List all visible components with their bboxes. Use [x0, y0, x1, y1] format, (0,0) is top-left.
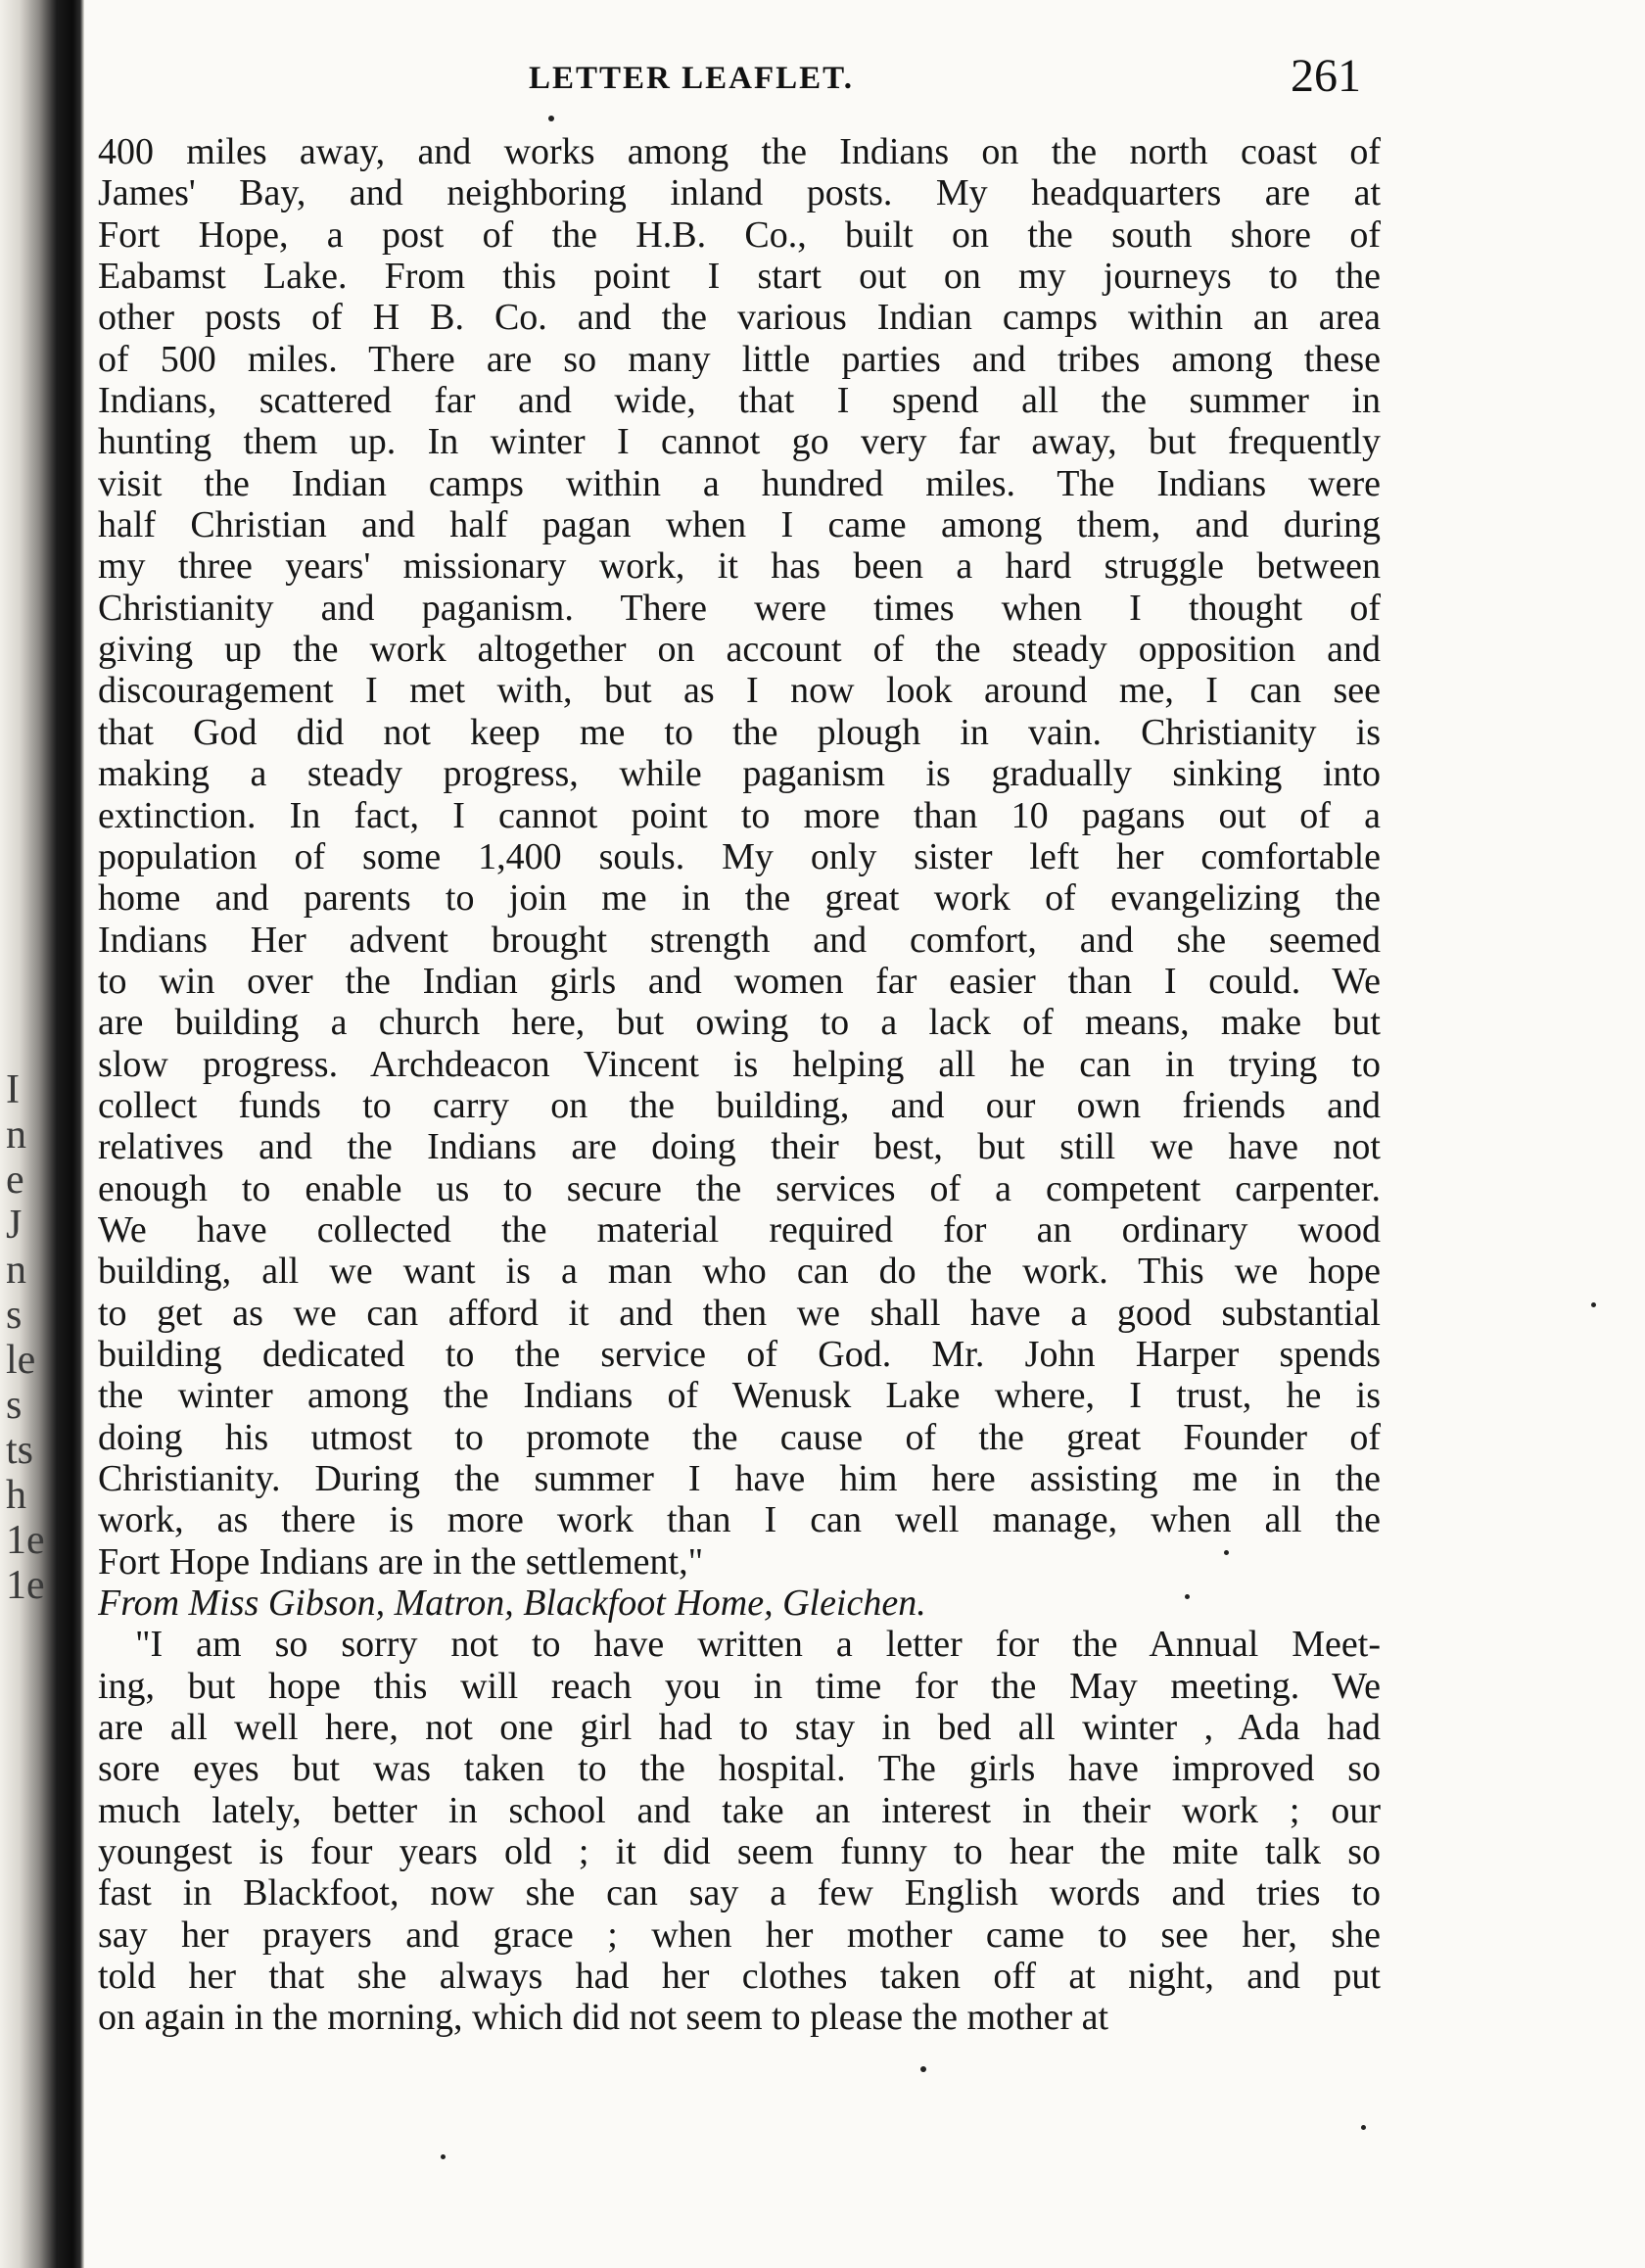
text-line: half Christian and half pagan when I came among them, and during: [98, 504, 1381, 546]
text-line: Christianity. During the summer I have him here assisting me in the: [98, 1458, 1381, 1499]
gutter-fragment: h: [6, 1473, 26, 1518]
text-line: are all well here, not one girl had to stay in bed all winter , Ada had: [98, 1707, 1381, 1749]
text-line: much lately, better in school and take an interest in their work ; our: [98, 1789, 1381, 1831]
text-line: on again in the morning, which did not seem to please the mother at: [98, 1997, 1109, 2039]
text-line: home and parents to join me in the great work of evangelizing the: [98, 877, 1381, 920]
text-line: youngest is four years old ; it did seem funny to hear the mite talk so: [98, 1831, 1381, 1873]
gutter-fragment: I: [6, 1067, 20, 1112]
text-line: Fort Hope, a post of the H.B. Co., built on the south shore of: [98, 213, 1381, 256]
text-line: relatives and the Indians are doing their best, but still we have not: [98, 1126, 1381, 1168]
text-line: discouragement I met with, but as I now look around me, I can see: [98, 670, 1381, 712]
text-line: other posts of H B. Co. and the various Indian camps within an area: [98, 297, 1381, 339]
text-line: "I am so sorry not to have written a letter for the Annual Meet-: [135, 1624, 1381, 1666]
text-line: making a steady progress, while paganism is gradually sinking into: [98, 753, 1381, 795]
print-speck: [1224, 1550, 1229, 1555]
text-line: Indians, scattered far and wide, that I spend all the summer in: [98, 380, 1381, 422]
text-line: hunting them up. In winter I cannot go very far away, but frequently: [98, 421, 1381, 463]
text-line: to win over the Indian girls and women far easier than I could. We: [98, 960, 1381, 1002]
page-header: [98, 50, 1361, 119]
text-line: to get as we can afford it and then we shall have a good substantial: [98, 1292, 1381, 1334]
text-line: collect funds to carry on the building, and our own friends and: [98, 1084, 1381, 1126]
text-line: giving up the work altogether on account of the steady opposition and: [98, 629, 1381, 671]
gutter-fragment: s: [6, 1383, 23, 1428]
text-line: ing, but hope this will reach you in time for the May meeting. We: [98, 1665, 1381, 1707]
print-speck: [1185, 1594, 1190, 1599]
print-speck: [1591, 1302, 1596, 1307]
print-speck: [548, 116, 554, 121]
text-line: 400 miles away, and works among the Indians on the north coast of: [98, 131, 1381, 172]
paragraph-continued-letter: [98, 131, 1381, 1583]
text-line: sore eyes but was taken to the hospital. The girls have improved so: [98, 1748, 1381, 1790]
gutter-fragment: 1e: [6, 1563, 45, 1608]
gutter-fragment: ts: [6, 1428, 34, 1473]
gutter-fragment: e: [6, 1158, 24, 1203]
gutter-fragment: J: [6, 1203, 23, 1248]
text-line: population of some 1,400 souls. My only sister left her comfortable: [98, 835, 1381, 877]
gutter-fragment: n: [6, 1248, 26, 1293]
text-line: told her that she always had her clothes taken off at night, and put: [98, 1956, 1381, 1998]
text-line: visit the Indian camps within a hundred miles. The Indians were: [98, 462, 1381, 504]
paragraph-gibson-letter: [98, 1624, 1381, 2038]
paragraph-gibson-heading: [98, 1583, 1381, 1624]
text-line: work, as there is more work than I can well manage, when all the: [98, 1499, 1381, 1541]
text-line: building dedicated to the service of God. Mr. John Harper spends: [98, 1333, 1381, 1375]
text-line: Fort Hope Indians are in the settlement,": [98, 1540, 704, 1583]
text-line: Eabamst Lake. From this point I start out on my journeys to the: [98, 256, 1381, 298]
text-line: fast in Blackfoot, now she can say a few English words and tries to: [98, 1872, 1381, 1914]
text-line: Indians Her advent brought strength and comfort, and she seemed: [98, 919, 1381, 961]
text-line: enough to enable us to secure the services of a competent carpenter.: [98, 1167, 1381, 1209]
text-line: James' Bay, and neighboring inland posts. My headquarters are at: [98, 172, 1381, 214]
text-line: extinction. In fact, I cannot point to more than 10 pagans out of a: [98, 794, 1381, 836]
running-head: LETTER LEAFLET.: [529, 61, 854, 96]
text-line: say her prayers and grace ; when her mother came to see her, she: [98, 1914, 1381, 1956]
text-line: From Miss Gibson, Matron, Blackfoot Home, Gleichen.: [98, 1583, 926, 1625]
gutter-fragment: n: [6, 1112, 26, 1158]
text-line: my three years' missionary work, it has been a hard struggle between: [98, 545, 1381, 588]
text-line: Christianity and paganism. There were times when I thought of: [98, 587, 1381, 629]
text-line: We have collected the material required for an ordinary wood: [98, 1208, 1381, 1251]
text-line: building, all we want is a man who can do the work. This we hope: [98, 1251, 1381, 1293]
page-number: 261: [1291, 50, 1361, 102]
text-column: [98, 131, 1381, 2039]
gutter-text-fragments: [6, 1067, 84, 2105]
text-line: of 500 miles. There are so many little parties and tribes among these: [98, 338, 1381, 380]
print-speck: [1361, 2125, 1366, 2130]
text-line: the winter among the Indians of Wenusk Lake where, I trust, he is: [98, 1375, 1381, 1417]
text-line: are building a church here, but owing to a lack of means, make but: [98, 1002, 1381, 1044]
gutter-fragment: 1e: [6, 1518, 45, 1563]
print-speck: [920, 2066, 926, 2072]
gutter-fragment: s: [6, 1293, 23, 1338]
text-line: slow progress. Archdeacon Vincent is helping all he can in trying to: [98, 1043, 1381, 1085]
text-line: doing his utmost to promote the cause of the great Founder of: [98, 1416, 1381, 1458]
gutter-fragment: le: [6, 1338, 36, 1383]
text-line: that God did not keep me to the plough in vain. Christianity is: [98, 711, 1381, 753]
print-speck: [441, 2154, 446, 2159]
